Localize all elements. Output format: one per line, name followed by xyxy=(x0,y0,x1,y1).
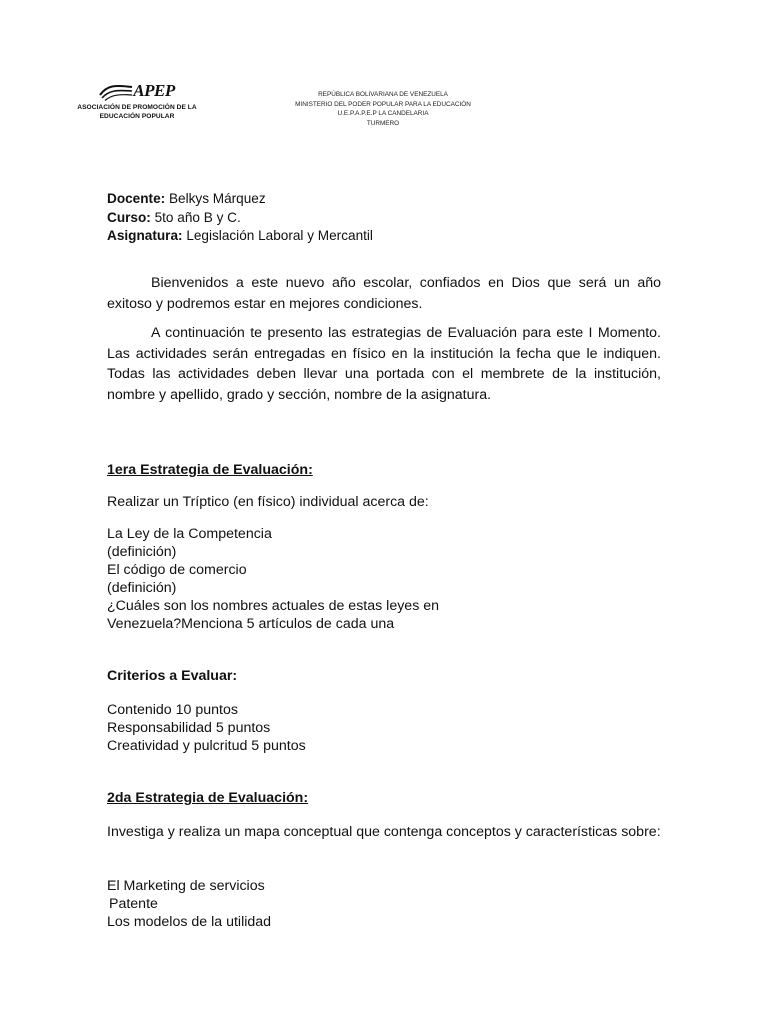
list-item: El código de comercio xyxy=(107,562,247,578)
list-item: Los modelos de la utilidad xyxy=(107,914,272,930)
asignatura-label: Asignatura: xyxy=(107,228,183,243)
docente-value: Belkys Márquez xyxy=(168,191,266,206)
logo-mark xyxy=(72,80,202,102)
strategy-1-intro: Realizar un Tríptico (en físico) individual acerca de: xyxy=(107,494,429,510)
list-item: Patente xyxy=(109,896,158,912)
logo-caption-line: ASOCIACIÓN DE PROMOCIÓN DE LA xyxy=(77,104,197,111)
logo-swoosh-icon xyxy=(99,81,133,101)
docente-line xyxy=(107,190,661,209)
list-item: (definición) xyxy=(107,544,177,560)
institution-line: MINISTERIO DEL PODER POPULAR PARA LA EDUCACIÓN xyxy=(295,100,471,108)
list-item: ¿Cuáles son los nombres actuales de estas leyes en xyxy=(107,598,440,614)
institution-line: U.E.P.A.P.E.P LA CANDELARIA xyxy=(337,110,429,118)
criteria-heading: Criterios a Evaluar: xyxy=(107,668,238,684)
asignatura-value: Legislación Laboral y Mercantil xyxy=(186,228,373,243)
welcome-paragraph: Bienvenidos a este nuevo año escolar, confiados en Dios que será un año exitoso y podremos estar en mejores condiciones. xyxy=(107,275,661,312)
strategy-1-list xyxy=(107,525,661,633)
course-info xyxy=(107,190,661,246)
logo-caption-line: EDUCACIÓN POPULAR xyxy=(99,113,175,120)
curso-label: Curso: xyxy=(107,209,151,225)
list-item: El Marketing de servicios xyxy=(107,878,265,894)
list-item: Contenido 10 puntos xyxy=(107,702,238,718)
curso-value: 5to año B y C. xyxy=(154,209,241,225)
strategy-2-heading: 2da Estrategia de Evaluación: xyxy=(107,790,309,806)
criteria-list xyxy=(107,701,661,755)
list-item: Responsabilidad 5 puntos xyxy=(107,720,271,736)
list-item: La Ley de la Competencia xyxy=(107,526,272,542)
institution-line: REPÚBLICA BOLIVARIANA DE VENEZUELA xyxy=(318,91,448,98)
institution-header xyxy=(283,90,483,128)
list-item: Venezuela?Menciona 5 artículos de cada una xyxy=(107,616,395,632)
curso-line xyxy=(107,209,661,228)
strategy-2-intro: Investiga y realiza un mapa conceptual que contenga conceptos y características sobre: xyxy=(107,824,661,840)
strategy-2-list xyxy=(107,877,661,931)
list-item: (definición) xyxy=(107,580,177,596)
institution-line: TURMERO xyxy=(366,119,400,127)
strategy-1-heading: 1era Estrategia de Evaluación: xyxy=(107,462,313,478)
docente-label: Docente: xyxy=(107,191,166,206)
apep-logo xyxy=(72,80,202,121)
asignatura-line xyxy=(107,227,661,246)
logo-wordmark: APEP xyxy=(133,81,175,100)
list-item: Creatividad y pulcritud 5 puntos xyxy=(107,738,306,754)
instructions-paragraph: A continuación te presento las estrategias de Evaluación para este I Momento. Las actividades serán entregadas en físico en la institución la fecha que le indiquen. Todas las actividades deben llevar una portada con el membrete de la institución, nombre y apellido, grado y sección, nombre de la asignatura. xyxy=(107,325,661,403)
logo-caption xyxy=(72,103,202,121)
